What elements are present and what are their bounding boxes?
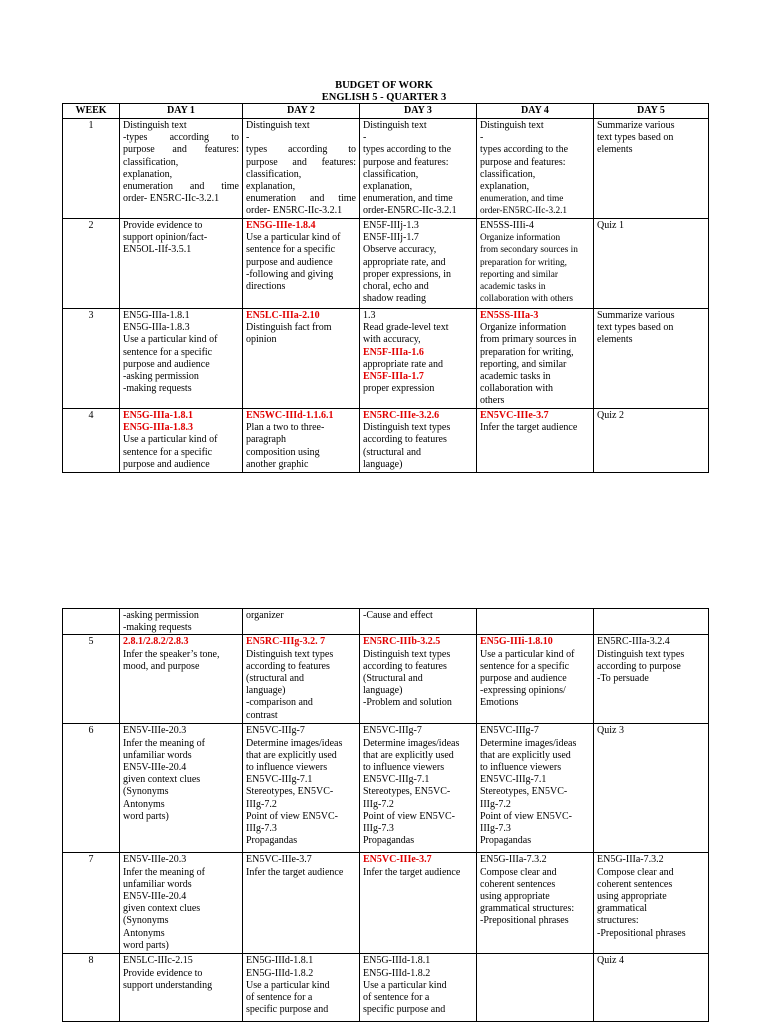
competency-code: EN5RC-IIIg-3.2. 7 — [246, 636, 326, 648]
cell-line: paragraph — [246, 434, 286, 446]
day4-cell — [477, 409, 594, 473]
cell-line: Point of view EN5VC- — [480, 810, 572, 822]
cell-line: Distinguish text — [123, 120, 187, 131]
day5-cell — [594, 609, 709, 635]
cell-line: types according to the — [363, 144, 452, 156]
day3-cell — [360, 119, 477, 219]
cell-line: Quiz 1 — [597, 220, 624, 231]
day4-cell — [477, 954, 594, 1022]
cell-line: classification, — [123, 156, 179, 168]
cell-line: IIIg-7.3 — [480, 823, 511, 835]
day4-cell — [477, 119, 594, 219]
cell-line: mood, and purpose — [123, 660, 200, 672]
cell-line: EN5G-IIId-1.8.1 — [363, 955, 431, 967]
cell-line: (Structural and — [363, 673, 423, 685]
cell-line: (structural and — [246, 673, 305, 685]
cell-line: Use a particular kind — [246, 979, 330, 991]
cell-line: Determine images/ideas — [363, 737, 460, 749]
week-number-cell: 2 — [63, 219, 120, 309]
cell-line: -Prepositional phrases — [480, 915, 569, 927]
table-row — [63, 954, 709, 1022]
cell-line: -comparison and — [246, 697, 313, 709]
cell-line: Distinguish text — [363, 120, 427, 131]
cell-line: order- EN5RC-IIc-3.2.1 — [123, 193, 220, 205]
day2-cell — [243, 119, 360, 219]
day5-cell — [594, 954, 709, 1022]
cell-line: Propagandas — [246, 835, 298, 847]
cell-line: contrast — [246, 709, 278, 721]
cell-line: according to purpose — [597, 660, 681, 672]
day3-cell — [360, 609, 477, 635]
competency-code: EN5F-IIIa-1.6 — [363, 346, 424, 358]
cell-line: EN5VC-IIIg-7 — [363, 725, 422, 737]
week-column-header: WEEK — [63, 104, 120, 119]
day5-cell — [594, 219, 709, 309]
week-number-cell: 4 — [63, 409, 120, 473]
cell-line: according to features — [363, 434, 447, 446]
cell-line: purpose and features: — [363, 156, 449, 168]
day3-cell — [360, 219, 477, 309]
table-row — [63, 309, 709, 409]
day2-cell — [243, 724, 360, 853]
week-number-cell: 3 — [63, 309, 120, 409]
cell-line: IIIg-7.2 — [363, 798, 394, 810]
cell-line: collaboration with others — [480, 294, 573, 305]
cell-line: purpose and features: — [123, 144, 239, 156]
cell-line: -Prepositional phrases — [597, 927, 686, 939]
day1-cell — [120, 635, 243, 724]
cell-line: directions — [246, 281, 286, 293]
day4-cell — [477, 724, 594, 853]
cell-line: given context clues — [123, 774, 201, 786]
cell-line: Propagandas — [480, 835, 532, 847]
cell-line: structures: — [597, 915, 639, 927]
cell-line: types according to the — [480, 144, 569, 156]
cell-line: Distinguish text types — [363, 422, 451, 434]
cell-line: coherent sentences — [597, 878, 673, 890]
competency-code: EN5G-IIIe-1.8.4 — [246, 220, 316, 231]
document-subtitle: ENGLISH 5 - QUARTER 3 — [321, 92, 447, 103]
cell-line: using appropriate — [597, 891, 667, 903]
week-number-cell: 6 — [63, 724, 120, 853]
day4-cell — [477, 309, 594, 409]
cell-line: to influence viewers — [363, 762, 445, 774]
competency-code: EN5SS-IIIa-3 — [480, 310, 539, 321]
cell-line: EN5G-IIIa-1.8.3 — [123, 322, 190, 334]
cell-line: Stereotypes, EN5VC- — [363, 786, 451, 798]
cell-line: Antonyms — [123, 927, 165, 939]
competency-code: EN5G-IIIa-1.8.3 — [123, 422, 194, 434]
cell-line: EN5G-IIId-1.8.2 — [246, 967, 314, 979]
day2-cell — [243, 409, 360, 473]
cell-line: appropriate rate and — [363, 358, 443, 370]
day5-cell — [594, 635, 709, 724]
cell-line: grammatical structures: — [480, 903, 575, 915]
cell-line: EN5F-IIIj-1.3 — [363, 220, 419, 231]
cell-line: (Synonyms — [123, 915, 169, 927]
cell-line: -asking permission — [123, 610, 199, 621]
cell-line: enumeration, and time — [480, 194, 564, 205]
cell-line: word parts) — [123, 810, 169, 822]
cell-line: Infer the target audience — [363, 866, 461, 878]
cell-line: with accuracy, — [363, 334, 421, 346]
cell-line: organizer — [246, 610, 284, 621]
cell-line: Use a particular kind of — [246, 232, 341, 244]
cell-line: -asking permission — [123, 371, 199, 383]
cell-line: Quiz 3 — [597, 725, 624, 737]
cell-line: Use a particular kind of — [123, 334, 218, 346]
cell-line: classification, — [246, 168, 302, 180]
cell-line: EN5LC-IIIc-2.15 — [123, 955, 193, 967]
cell-line: Determine images/ideas — [246, 737, 343, 749]
cell-line: Organize information — [480, 322, 567, 334]
cell-line: Infer the target audience — [480, 422, 578, 434]
cell-line: from primary sources in — [480, 334, 577, 346]
week-number-cell: 8 — [63, 954, 120, 1022]
cell-line: -Cause and effect — [363, 610, 433, 621]
cell-line: Quiz 2 — [597, 410, 624, 421]
cell-line: EN5VC-IIIg-7 — [246, 725, 305, 737]
day3-cell — [360, 409, 477, 473]
cell-line: Use a particular kind of — [123, 434, 218, 446]
cell-line: sentence for a specific — [123, 446, 213, 458]
cell-line: EN5G-IIIa-7.3.2 — [480, 854, 547, 866]
day5-column-header: DAY 5 — [594, 104, 709, 119]
cell-line: EN5G-IIIa-1.8.1 — [123, 310, 190, 321]
cell-line: Emotions — [480, 697, 519, 709]
cell-line: order-EN5RC-IIc-3.2.1 — [363, 205, 457, 217]
cell-line: EN5VC-IIIg-7.1 — [480, 774, 547, 786]
cell-line: explanation, — [246, 181, 296, 193]
day2-cell — [243, 635, 360, 724]
cell-line: support opinion/fact- — [123, 232, 208, 244]
cell-line: EN5VC-IIIe-3.7 — [246, 854, 312, 866]
cell-line: explanation, — [363, 181, 413, 193]
day2-cell — [243, 219, 360, 309]
cell-line: Provide evidence to — [123, 220, 203, 231]
cell-line: purpose and audience — [123, 358, 210, 370]
cell-line: Infer the target audience — [246, 866, 344, 878]
cell-line: Point of view EN5VC- — [246, 810, 338, 822]
cell-line: EN5F-IIIj-1.7 — [363, 232, 419, 244]
day4-cell — [477, 853, 594, 954]
cell-line: purpose and audience — [246, 256, 333, 268]
cell-line: Determine images/ideas — [480, 737, 577, 749]
cell-line: EN5V-IIIe-20.3 — [123, 725, 187, 737]
cell-line: others — [480, 395, 505, 407]
cell-line: collaboration with — [480, 383, 554, 395]
competency-code: EN5VC-IIIe-3.7 — [480, 410, 549, 421]
cell-line: EN5OL-IIf-3.5.1 — [123, 244, 192, 256]
day2-cell — [243, 853, 360, 954]
cell-line: purpose and audience — [480, 673, 567, 685]
cell-line: -expressing opinions/ — [480, 685, 566, 697]
week-number-cell — [63, 609, 120, 635]
document-title: BUDGET OF WORK — [335, 80, 433, 91]
cell-line: purpose and features: — [480, 156, 566, 168]
cell-line: explanation, — [123, 168, 173, 180]
cell-line: according to features — [363, 660, 447, 672]
day4-cell — [477, 219, 594, 309]
day2-cell — [243, 609, 360, 635]
cell-line: (Synonyms — [123, 786, 169, 798]
cell-line: of sentence for a — [246, 992, 313, 1004]
cell-line: (structural and — [363, 446, 422, 458]
table-row — [63, 409, 709, 473]
cell-line: grammatical — [597, 903, 647, 915]
cell-line: Provide evidence to — [123, 967, 203, 979]
cell-line: Plan a two to three- — [246, 422, 325, 434]
competency-code: EN5RC-IIIb-3.2.5 — [363, 636, 441, 648]
cell-line: Distinguish text — [480, 120, 544, 131]
cell-line: order-EN5RC-IIc-3.2.1 — [480, 206, 568, 217]
cell-line: shadow reading — [363, 293, 427, 305]
day3-column-header: DAY 3 — [360, 104, 477, 119]
cell-line: -following and giving — [246, 268, 334, 280]
cell-line: - — [246, 132, 250, 144]
cell-line: Distinguish fact from — [246, 322, 332, 334]
cell-line: IIIg-7.3 — [363, 823, 394, 835]
cell-line: - — [363, 132, 367, 144]
day2-cell — [243, 309, 360, 409]
cell-line: Summarize various — [597, 310, 675, 321]
cell-line: coherent sentences — [480, 878, 556, 890]
cell-line: Stereotypes, EN5VC- — [246, 786, 334, 798]
cell-line: enumeration and time — [123, 181, 239, 193]
competency-code: EN5RC-IIIe-3.2.6 — [363, 410, 440, 421]
week-number-cell: 7 — [63, 853, 120, 954]
cell-line: elements — [597, 144, 633, 156]
cell-line: types according to — [246, 144, 356, 156]
budget-table-part-1 — [62, 103, 709, 473]
budget-table-part-2 — [62, 608, 709, 1022]
day1-cell — [120, 219, 243, 309]
cell-line: -To persuade — [597, 673, 649, 685]
cell-line: another graphic — [246, 458, 309, 470]
day1-cell — [120, 119, 243, 219]
cell-line: preparation for writing, — [480, 257, 567, 268]
day5-cell — [594, 119, 709, 219]
cell-line: explanation, — [480, 181, 530, 193]
table-row — [63, 219, 709, 309]
cell-line: unfamiliar words — [123, 749, 192, 761]
table-row — [63, 853, 709, 954]
cell-line: EN5V-IIIe-20.4 — [123, 762, 187, 774]
cell-line: choral, echo and — [363, 281, 429, 293]
cell-line: sentence for a specific — [480, 660, 570, 672]
cell-line: -types according to — [123, 132, 239, 144]
cell-line: EN5G-IIIa-7.3.2 — [597, 854, 664, 866]
cell-line: sentence for a specific — [123, 346, 213, 358]
cell-line: classification, — [363, 168, 419, 180]
cell-line: Read grade-level text — [363, 322, 449, 334]
cell-line: specific purpose and — [363, 1004, 446, 1016]
cell-line: specific purpose and — [246, 1004, 329, 1016]
cell-line: IIIg-7.2 — [480, 798, 511, 810]
competency-code: EN5G-IIIa-1.8.1 — [123, 410, 194, 421]
cell-line: EN5SS-IIIi-4 — [480, 220, 534, 231]
table-row — [63, 609, 709, 635]
cell-line: appropriate rate, and — [363, 256, 446, 268]
table-row — [63, 724, 709, 853]
cell-line: according to features — [246, 660, 330, 672]
cell-line: IIIg-7.3 — [246, 823, 277, 835]
cell-line: 1.3 — [363, 310, 376, 321]
cell-line: EN5VC-IIIg-7.1 — [246, 774, 313, 786]
cell-line: composition using — [246, 446, 320, 458]
cell-line: Use a particular kind — [363, 979, 447, 991]
competency-code: EN5VC-IIIe-3.7 — [363, 854, 432, 866]
table-row — [63, 635, 709, 724]
day4-cell — [477, 635, 594, 724]
cell-line: enumeration, and time — [363, 193, 453, 205]
cell-line: reporting and similar — [480, 269, 558, 280]
cell-line: text types based on — [597, 132, 674, 144]
cell-line: unfamiliar words — [123, 878, 192, 890]
cell-line: to influence viewers — [246, 762, 328, 774]
cell-line: reporting, and similar — [480, 358, 567, 370]
day2-cell — [243, 954, 360, 1022]
day1-column-header: DAY 1 — [120, 104, 243, 119]
day3-cell — [360, 853, 477, 954]
competency-code: 2.8.1/2.8.2/2.8.3 — [123, 636, 189, 648]
cell-line: proper expression — [363, 383, 435, 395]
cell-line: Compose clear and — [597, 866, 674, 878]
cell-line: language) — [246, 685, 286, 697]
cell-line: -making requests — [123, 622, 192, 634]
cell-line: Quiz 4 — [597, 955, 624, 967]
cell-line: Stereotypes, EN5VC- — [480, 786, 568, 798]
day1-cell — [120, 954, 243, 1022]
competency-code: EN5F-IIIa-1.7 — [363, 371, 424, 383]
day1-cell — [120, 724, 243, 853]
day5-cell — [594, 724, 709, 853]
cell-line: of sentence for a — [363, 992, 430, 1004]
cell-line: Summarize various — [597, 120, 675, 131]
week-number-cell: 5 — [63, 635, 120, 724]
competency-code: EN5WC-IIId-1.1.6.1 — [246, 410, 334, 421]
cell-line: opinion — [246, 334, 277, 346]
cell-line: classification, — [480, 168, 536, 180]
cell-line: support understanding — [123, 979, 213, 991]
competency-code: EN5LC-IIIa-2.10 — [246, 310, 320, 321]
day5-cell — [594, 309, 709, 409]
cell-line: Distinguish text types — [363, 648, 451, 660]
cell-line: purpose and features: — [246, 156, 356, 168]
cell-line: that are explicitly used — [363, 749, 454, 761]
cell-line: from secondary sources in — [480, 245, 578, 256]
cell-line: order- EN5RC-IIc-3.2.1 — [246, 205, 343, 217]
cell-line: Organize information — [480, 233, 561, 244]
table-header-row — [63, 104, 709, 119]
cell-line: given context clues — [123, 903, 201, 915]
day3-cell — [360, 635, 477, 724]
cell-line: Use a particular kind of — [480, 648, 575, 660]
cell-line: sentence for a specific — [246, 244, 336, 256]
cell-line: Distinguish text types — [597, 648, 685, 660]
cell-line: Propagandas — [363, 835, 415, 847]
cell-line: EN5RC-IIIa-3.2.4 — [597, 636, 670, 648]
cell-line: - — [480, 132, 484, 144]
day1-cell — [120, 609, 243, 635]
cell-line: Distinguish text — [246, 120, 310, 131]
competency-code: EN5G-IIIi-1.8.10 — [480, 636, 553, 648]
cell-line: word parts) — [123, 939, 169, 951]
cell-line: text types based on — [597, 322, 674, 334]
cell-line: Infer the meaning of — [123, 737, 205, 749]
day3-cell — [360, 724, 477, 853]
cell-line: EN5G-IIId-1.8.1 — [246, 955, 314, 967]
cell-line: EN5V-IIIe-20.3 — [123, 854, 187, 866]
cell-line: Infer the meaning of — [123, 866, 205, 878]
cell-line: -making requests — [123, 383, 192, 395]
cell-line: preparation for writing, — [480, 346, 574, 358]
cell-line: academic tasks in — [480, 282, 546, 293]
cell-line: elements — [597, 334, 633, 346]
cell-line: proper expressions, in — [363, 268, 452, 280]
cell-line: Observe accuracy, — [363, 244, 437, 256]
day5-cell — [594, 853, 709, 954]
cell-line: EN5V-IIIe-20.4 — [123, 891, 187, 903]
day2-column-header: DAY 2 — [243, 104, 360, 119]
cell-line: Infer the speaker’s tone, — [123, 648, 220, 660]
cell-line: language) — [363, 458, 403, 470]
cell-line: Antonyms — [123, 798, 165, 810]
cell-line: IIIg-7.2 — [246, 798, 277, 810]
cell-line: to influence viewers — [480, 762, 562, 774]
cell-line: EN5G-IIId-1.8.2 — [363, 967, 431, 979]
cell-line: using appropriate — [480, 891, 550, 903]
cell-line: EN5VC-IIIg-7.1 — [363, 774, 430, 786]
cell-line: language) — [363, 685, 403, 697]
day4-column-header: DAY 4 — [477, 104, 594, 119]
cell-line: that are explicitly used — [246, 749, 337, 761]
day1-cell — [120, 853, 243, 954]
cell-line: Distinguish text types — [246, 648, 334, 660]
day1-cell — [120, 409, 243, 473]
cell-line: academic tasks in — [480, 371, 551, 383]
day1-cell — [120, 309, 243, 409]
cell-line: -Problem and solution — [363, 697, 452, 709]
cell-line: EN5VC-IIIg-7 — [480, 725, 539, 737]
cell-line: Point of view EN5VC- — [363, 810, 455, 822]
day3-cell — [360, 954, 477, 1022]
cell-line: that are explicitly used — [480, 749, 571, 761]
cell-line: enumeration and time — [246, 193, 356, 205]
week-number-cell: 1 — [63, 119, 120, 219]
day3-cell — [360, 309, 477, 409]
table-row — [63, 119, 709, 219]
day5-cell — [594, 409, 709, 473]
cell-line: Compose clear and — [480, 866, 557, 878]
day4-cell — [477, 609, 594, 635]
cell-line: purpose and audience — [123, 458, 210, 470]
